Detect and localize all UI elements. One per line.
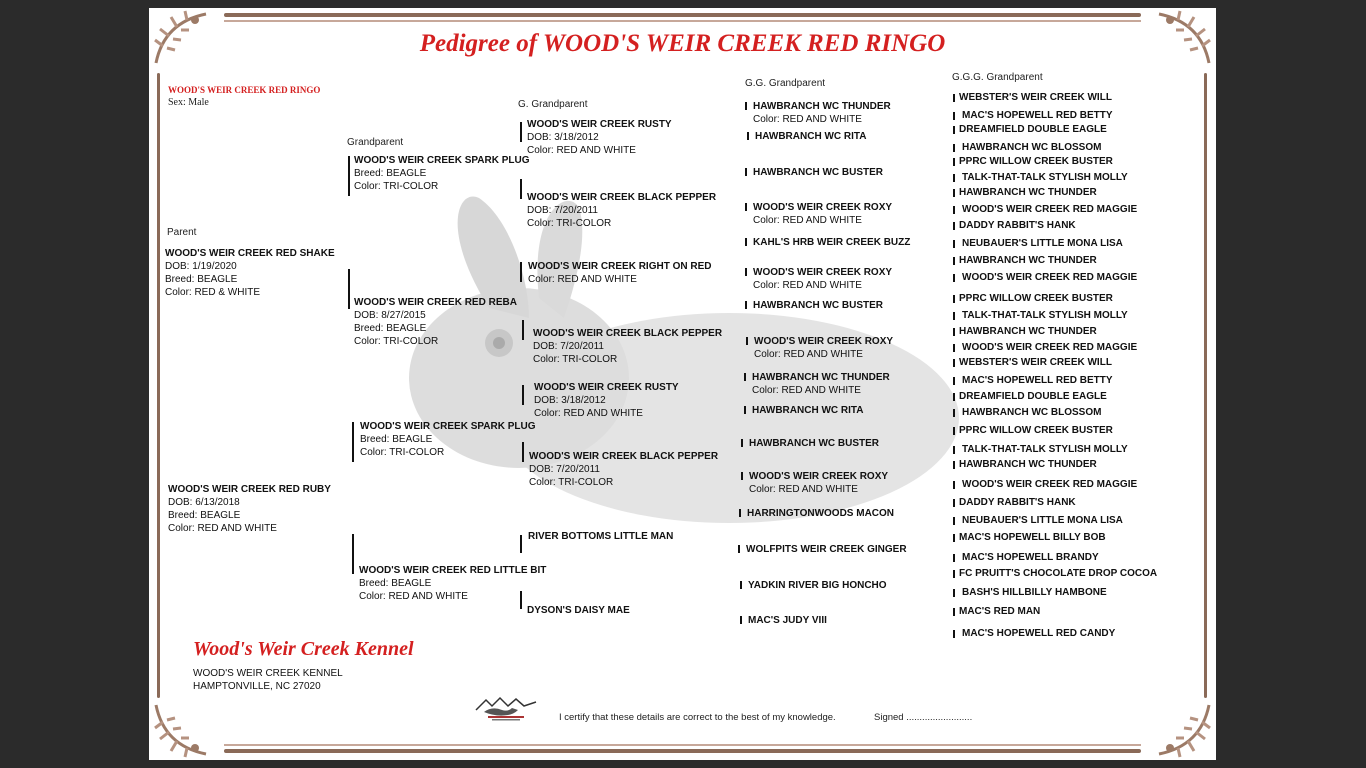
connector-tick — [747, 132, 749, 140]
parent-name: WOOD'S WEIR CREEK RED SHAKE — [165, 248, 335, 259]
gg-grandparent-9 — [752, 371, 890, 397]
right-border — [1204, 73, 1207, 698]
ggg-grandparent-15: HAWBRANCH WC THUNDER — [959, 326, 1097, 337]
gg-grandparent-name: MAC'S JUDY VIII — [748, 615, 827, 626]
connector-tick — [520, 179, 522, 199]
gg-grandparent-color: Color: RED AND WHITE — [753, 114, 862, 125]
ggg-grandparent-28: MAC'S HOPEWELL BRANDY — [962, 552, 1099, 563]
grandparent-breed: Breed: BEAGLE — [354, 168, 427, 179]
g-grandparent-color: Color: TRI-COLOR — [533, 354, 618, 365]
ggg-grandparent-4: HAWBRANCH WC BLOSSOM — [962, 142, 1102, 153]
header-gg-grandparent: G.G. Grandparent — [745, 78, 826, 89]
connector-tick — [953, 554, 955, 562]
leaf-corner-icon — [1154, 700, 1214, 760]
ggg-grandparent-18: MAC'S HOPEWELL RED BETTY — [962, 375, 1113, 386]
connector-tick — [953, 461, 955, 469]
gg-grandparent-13 — [747, 507, 894, 520]
connector-tick — [744, 373, 746, 381]
gg-grandparent-15 — [748, 579, 887, 592]
connector-bar — [348, 269, 350, 309]
grandparent-name: WOOD'S WEIR CREEK SPARK PLUG — [354, 155, 530, 166]
gg-grandparent-color: Color: RED AND WHITE — [749, 484, 858, 495]
g-grandparent-6 — [529, 450, 718, 489]
ggg-grandparent-12: WOOD'S WEIR CREEK RED MAGGIE — [962, 272, 1138, 283]
connector-tick — [953, 189, 955, 197]
parent-dob: DOB: 1/19/2020 — [165, 261, 237, 272]
parent-color: Color: RED & WHITE — [165, 287, 261, 298]
connector-tick — [520, 591, 522, 609]
connector-tick — [745, 203, 747, 211]
ggg-grandparent-5: PPRC WILLOW CREEK BUSTER — [959, 156, 1113, 167]
grandparent-3 — [360, 420, 536, 459]
parent-dob: DOB: 6/13/2018 — [168, 497, 240, 508]
connector-tick — [953, 608, 955, 616]
connector-tick — [953, 206, 955, 214]
gg-grandparent-5 — [753, 236, 910, 249]
g-grandparent-5 — [534, 381, 679, 420]
connector-tick — [953, 328, 955, 336]
connector-tick — [520, 122, 522, 142]
g-grandparent-dob: DOB: 7/20/2011 — [527, 205, 598, 216]
g-grandparent-color: Color: RED AND WHITE — [527, 145, 636, 156]
connector-tick — [953, 144, 955, 152]
kennel-logo — [474, 694, 538, 724]
connector-tick — [953, 427, 955, 435]
gg-grandparent-2 — [755, 130, 866, 143]
ggg-grandparent-27: MAC'S HOPEWELL BILLY BOB — [959, 532, 1106, 543]
gg-grandparent-name: KAHL'S HRB WEIR CREEK BUZZ — [753, 237, 911, 248]
grandparent-breed: Breed: BEAGLE — [360, 434, 433, 445]
g-grandparent-color: Color: TRI-COLOR — [529, 477, 614, 488]
gg-grandparent-name: WOOD'S WEIR CREEK ROXY — [753, 267, 893, 278]
connector-tick — [953, 517, 955, 525]
signature-line: Signed ......................... — [874, 712, 973, 723]
connector-bar — [352, 534, 354, 574]
parent-name: WOOD'S WEIR CREEK RED RUBY — [168, 484, 331, 495]
header-g-grandparent: G. Grandparent — [518, 99, 588, 110]
g-grandparent-dob: DOB: 3/18/2012 — [527, 132, 599, 143]
connector-tick — [745, 102, 747, 110]
parent-breed: Breed: BEAGLE — [168, 510, 241, 521]
gg-grandparent-name: HAWBRANCH WC BUSTER — [753, 167, 883, 178]
gg-grandparent-4 — [753, 201, 892, 227]
connector-tick — [744, 406, 746, 414]
connector-tick — [520, 535, 522, 553]
gg-grandparent-name: WOOD'S WEIR CREEK ROXY — [753, 202, 893, 213]
ggg-grandparent-22: TALK-THAT-TALK STYLISH MOLLY — [962, 444, 1128, 455]
connector-bar — [348, 156, 350, 196]
ggg-grandparent-3: DREAMFIELD DOUBLE EAGLE — [959, 124, 1107, 135]
grandparent-color: Color: TRI-COLOR — [354, 181, 439, 192]
gg-grandparent-name: YADKIN RIVER BIG HONCHO — [748, 580, 887, 591]
ggg-grandparent-8: WOOD'S WEIR CREEK RED MAGGIE — [962, 204, 1138, 215]
g-grandparent-color: Color: TRI-COLOR — [527, 218, 612, 229]
g-grandparent-1 — [527, 118, 672, 157]
g-grandparent-3 — [528, 260, 712, 286]
gg-grandparent-name: HAWBRANCH WC BUSTER — [753, 300, 883, 311]
gg-grandparent-name: HAWBRANCH WC BUSTER — [749, 438, 879, 449]
gg-grandparent-name: WOLFPITS WEIR CREEK GINGER — [746, 544, 907, 555]
connector-tick — [953, 126, 955, 134]
top-border-inner — [224, 20, 1141, 22]
connector-tick — [738, 545, 740, 553]
connector-tick — [953, 344, 955, 352]
connector-tick — [953, 112, 955, 120]
kennel-title: Wood's Weir Creek Kennel — [193, 638, 414, 660]
connector-tick — [745, 301, 747, 309]
parent-sire — [165, 247, 335, 299]
grandparent-breed: Breed: BEAGLE — [359, 578, 432, 589]
gg-grandparent-8 — [754, 335, 893, 361]
connector-tick — [522, 385, 524, 405]
gg-grandparent-14 — [746, 543, 907, 556]
grandparent-color: Color: RED AND WHITE — [359, 591, 468, 602]
g-grandparent-7: RIVER BOTTOMS LITTLE MAN — [528, 531, 674, 542]
connector-tick — [953, 481, 955, 489]
gg-grandparent-name: WOOD'S WEIR CREEK ROXY — [749, 471, 889, 482]
certification-text: I certify that these details are correct to the best of my knowledge. — [559, 712, 836, 723]
g-grandparent-name: WOOD'S WEIR CREEK BLACK PEPPER — [529, 451, 719, 462]
subject-sex: Sex: Male — [168, 97, 209, 108]
gg-grandparent-11 — [749, 437, 879, 450]
g-grandparent-color: Color: RED AND WHITE — [534, 408, 643, 419]
bottom-border — [224, 749, 1141, 753]
leaf-corner-icon — [151, 700, 211, 760]
kennel-address: HAMPTONVILLE, NC 27020 — [193, 681, 321, 692]
grandparent-name: WOOD'S WEIR CREEK RED REBA — [354, 297, 517, 308]
kennel-name: WOOD'S WEIR CREEK KENNEL — [193, 668, 343, 679]
page-title: Pedigree of WOOD'S WEIR CREEK RED RINGO — [419, 30, 946, 57]
g-grandparent-dob: DOB: 7/20/2011 — [533, 341, 604, 352]
ggg-grandparent-23: HAWBRANCH WC THUNDER — [959, 459, 1097, 470]
connector-tick — [745, 168, 747, 176]
ggg-grandparent-25: DADDY RABBIT'S HANK — [959, 497, 1076, 508]
grandparent-dob: DOB: 8/27/2015 — [354, 310, 426, 321]
header-parent: Parent — [167, 227, 197, 238]
g-grandparent-4 — [533, 327, 722, 366]
ggg-grandparent-31: MAC'S RED MAN — [959, 606, 1041, 617]
gg-grandparent-name: HAWBRANCH WC THUNDER — [752, 372, 890, 383]
grandparent-color: Color: TRI-COLOR — [360, 447, 445, 458]
g-grandparent-8: DYSON'S DAISY MAE — [527, 605, 630, 616]
gg-grandparent-color: Color: RED AND WHITE — [752, 385, 861, 396]
g-grandparent-dob: DOB: 7/20/2011 — [529, 464, 600, 475]
connector-tick — [740, 616, 742, 624]
connector-tick — [746, 337, 748, 345]
g-grandparent-name: WOOD'S WEIR CREEK RUSTY — [527, 119, 672, 130]
gg-grandparent-16 — [748, 614, 827, 627]
connector-tick — [953, 393, 955, 401]
connector-tick — [745, 238, 747, 246]
ggg-grandparent-6: TALK-THAT-TALK STYLISH MOLLY — [962, 172, 1128, 183]
ggg-grandparent-14: TALK-THAT-TALK STYLISH MOLLY — [962, 310, 1128, 321]
gg-grandparent-name: HAWBRANCH WC THUNDER — [753, 101, 891, 112]
connector-tick — [522, 442, 524, 462]
header-grandparent: Grandparent — [347, 137, 404, 148]
ggg-grandparent-19: DREAMFIELD DOUBLE EAGLE — [959, 391, 1107, 402]
pedigree-document — [149, 8, 1216, 760]
top-border — [224, 13, 1141, 17]
subject-name: WOOD'S WEIR CREEK RED RINGO — [168, 85, 321, 95]
gg-grandparent-10 — [752, 404, 863, 417]
parent-breed: Breed: BEAGLE — [165, 274, 238, 285]
connector-tick — [953, 570, 955, 578]
grandparent-2 — [354, 296, 517, 348]
ggg-grandparent-24: WOOD'S WEIR CREEK RED MAGGIE — [962, 479, 1138, 490]
gg-grandparent-3 — [753, 166, 883, 179]
ggg-grandparent-26: NEUBAUER'S LITTLE MONA LISA — [962, 515, 1123, 526]
connector-tick — [953, 240, 955, 248]
connector-tick — [522, 320, 524, 340]
connector-tick — [520, 262, 522, 282]
connector-tick — [740, 581, 742, 589]
g-grandparent-dob: DOB: 3/18/2012 — [534, 395, 606, 406]
header-ggg-grandparent: G.G.G. Grandparent — [952, 72, 1043, 83]
g-grandparent-name: WOOD'S WEIR CREEK RUSTY — [534, 382, 679, 393]
ggg-grandparent-29: FC PRUITT'S CHOCOLATE DROP COCOA — [959, 568, 1158, 579]
ggg-grandparent-2: MAC'S HOPEWELL RED BETTY — [962, 110, 1113, 121]
g-grandparent-2 — [527, 191, 716, 230]
gg-grandparent-color: Color: RED AND WHITE — [753, 280, 862, 291]
connector-tick — [953, 158, 955, 166]
connector-tick — [741, 472, 743, 480]
bottom-border-inner — [224, 744, 1141, 746]
ggg-grandparent-20: HAWBRANCH WC BLOSSOM — [962, 407, 1102, 418]
grandparent-breed: Breed: BEAGLE — [354, 323, 427, 334]
ggg-grandparent-16: WOOD'S WEIR CREEK RED MAGGIE — [962, 342, 1138, 353]
g-grandparent-name: WOOD'S WEIR CREEK BLACK PEPPER — [533, 328, 723, 339]
connector-tick — [953, 589, 955, 597]
connector-tick — [953, 409, 955, 417]
parent-dam — [168, 483, 331, 535]
connector-tick — [953, 499, 955, 507]
grandparent-name: WOOD'S WEIR CREEK SPARK PLUG — [360, 421, 536, 432]
connector-tick — [741, 439, 743, 447]
ggg-grandparent-17: WEBSTER'S WEIR CREEK WILL — [959, 357, 1112, 368]
gg-grandparent-12 — [749, 470, 888, 496]
connector-tick — [953, 257, 955, 265]
gg-grandparent-6 — [753, 266, 892, 292]
connector-tick — [953, 446, 955, 454]
gg-grandparent-1 — [753, 100, 891, 126]
connector-tick — [953, 534, 955, 542]
connector-tick — [953, 312, 955, 320]
connector-tick — [953, 274, 955, 282]
grandparent-color: Color: TRI-COLOR — [354, 336, 439, 347]
connector-tick — [745, 268, 747, 276]
connector-tick — [953, 174, 955, 182]
parent-color: Color: RED AND WHITE — [168, 523, 277, 534]
ggg-grandparent-13: PPRC WILLOW CREEK BUSTER — [959, 293, 1113, 304]
connector-tick — [739, 509, 741, 517]
left-border — [157, 73, 160, 698]
grandparent-4 — [359, 564, 546, 603]
gg-grandparent-name: HAWBRANCH WC RITA — [752, 405, 864, 416]
ggg-grandparent-1: WEBSTER'S WEIR CREEK WILL — [959, 92, 1112, 103]
ggg-grandparent-30: BASH'S HILLBILLY HAMBONE — [962, 587, 1107, 598]
ggg-grandparent-32: MAC'S HOPEWELL RED CANDY — [962, 628, 1116, 639]
ggg-grandparent-7: HAWBRANCH WC THUNDER — [959, 187, 1097, 198]
connector-tick — [953, 377, 955, 385]
gg-grandparent-color: Color: RED AND WHITE — [753, 215, 862, 226]
connector-tick — [953, 359, 955, 367]
gg-grandparent-name: HARRINGTONWOODS MACON — [747, 508, 895, 519]
gg-grandparent-name: HAWBRANCH WC RITA — [755, 131, 867, 142]
grandparent-name: WOOD'S WEIR CREEK RED LITTLE BIT — [359, 565, 547, 576]
g-grandparent-color: Color: RED AND WHITE — [528, 274, 637, 285]
grandparent-1 — [354, 154, 530, 193]
ggg-grandparent-9: DADDY RABBIT'S HANK — [959, 220, 1076, 231]
connector-tick — [953, 222, 955, 230]
ggg-grandparent-21: PPRC WILLOW CREEK BUSTER — [959, 425, 1113, 436]
gg-grandparent-color: Color: RED AND WHITE — [754, 349, 863, 360]
connector-bar — [352, 422, 354, 462]
gg-grandparent-7 — [753, 299, 883, 312]
g-grandparent-name: WOOD'S WEIR CREEK RIGHT ON RED — [528, 261, 712, 272]
ggg-grandparent-10: NEUBAUER'S LITTLE MONA LISA — [962, 238, 1123, 249]
ggg-grandparent-11: HAWBRANCH WC THUNDER — [959, 255, 1097, 266]
g-grandparent-name: WOOD'S WEIR CREEK BLACK PEPPER — [527, 192, 717, 203]
connector-tick — [953, 630, 955, 638]
gg-grandparent-name: WOOD'S WEIR CREEK ROXY — [754, 336, 894, 347]
connector-tick — [953, 295, 955, 303]
connector-tick — [953, 94, 955, 102]
